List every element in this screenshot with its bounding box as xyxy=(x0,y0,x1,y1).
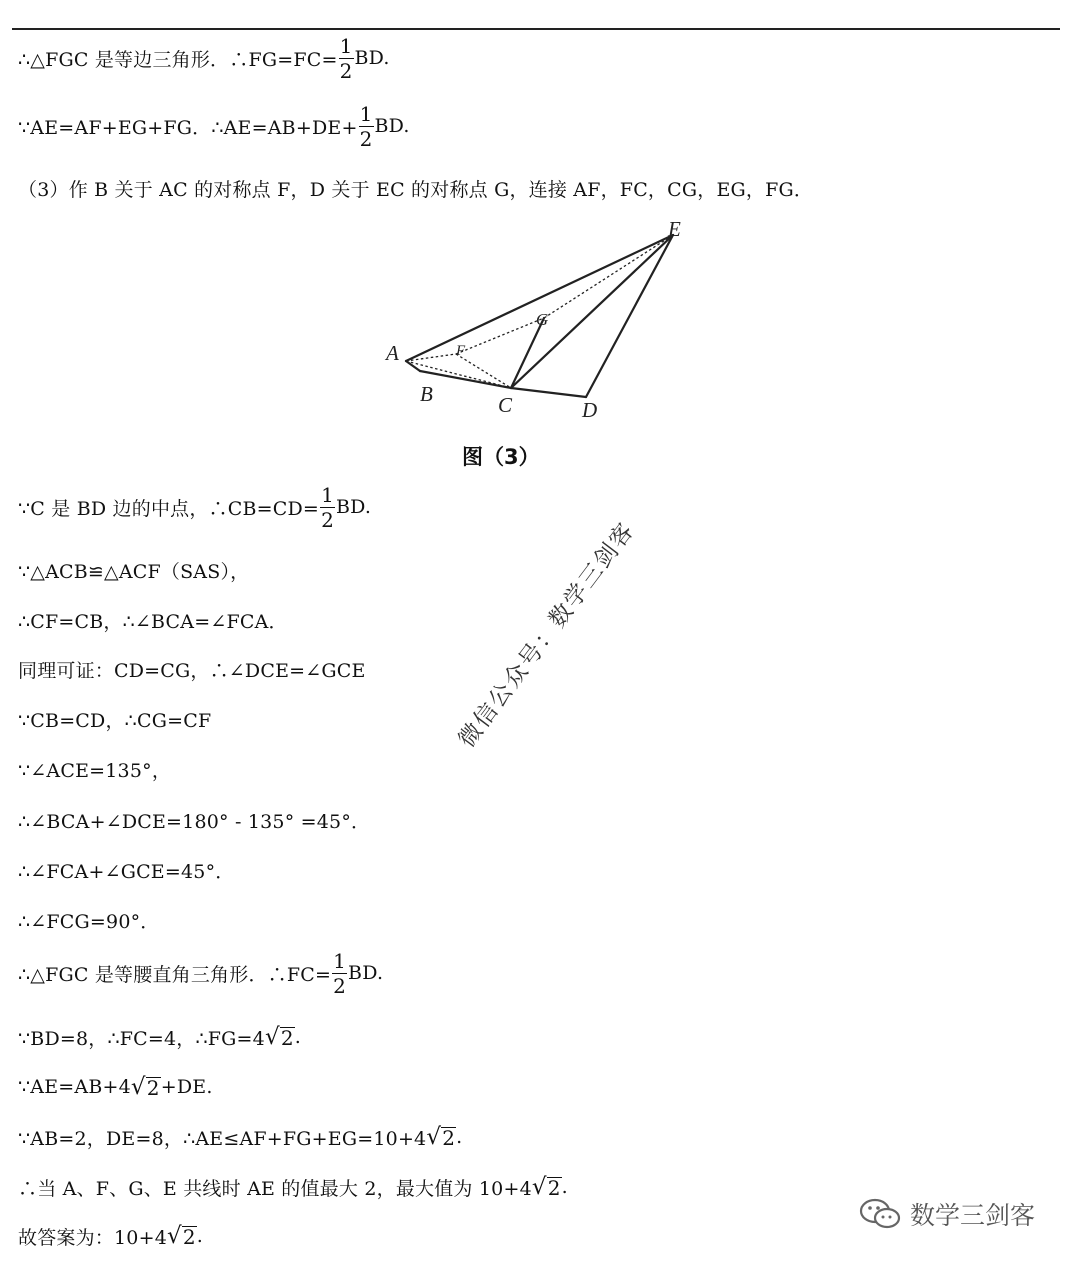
text-segment: . xyxy=(294,1026,302,1048)
text-line xyxy=(18,550,249,590)
fraction xyxy=(339,33,354,83)
fraction-denominator: 2 xyxy=(359,126,373,151)
text-segment: ∵∠ACE=135°， xyxy=(18,759,172,782)
radical-sign: √ xyxy=(264,1023,280,1050)
text-segment: ∵AE=AF+EG+FG．∴AE=AB+DE+ xyxy=(18,116,358,139)
fraction-denominator: 2 xyxy=(321,507,334,532)
figure-caption: 图（3） xyxy=(462,445,540,469)
text-segment: . xyxy=(456,1126,463,1148)
label-E: E xyxy=(668,217,681,241)
brand-badge xyxy=(858,1196,1035,1232)
label-G: G xyxy=(536,310,549,329)
text-segment: ∵AE=AB+4 xyxy=(18,1076,131,1098)
radical-sign: √ xyxy=(167,1222,182,1249)
segment-CD xyxy=(511,388,586,397)
text-segment: ∵△ACB≌△ACF（SAS）， xyxy=(18,560,250,583)
radicand: 2 xyxy=(280,1025,294,1050)
text-segment: ∴∠FCG=90°． xyxy=(18,910,160,933)
wechat-icon xyxy=(858,1196,902,1232)
dotted-FG xyxy=(456,318,544,354)
fraction xyxy=(320,482,335,532)
text-line xyxy=(18,749,171,789)
text-segment: . xyxy=(196,1225,204,1247)
fraction-numerator: 1 xyxy=(339,33,353,58)
fraction-denominator: 2 xyxy=(333,973,347,998)
text-segment: 同理可证：CD=CG，∴∠DCE=∠GCE xyxy=(18,659,366,682)
label-D: D xyxy=(582,398,598,422)
text-segment: ∴∠BCA+∠DCE=180° - 135° =45°． xyxy=(18,810,371,833)
square-root xyxy=(130,1073,161,1100)
square-root xyxy=(264,1023,295,1050)
fraction-denominator: 2 xyxy=(339,58,353,83)
radical-sign: √ xyxy=(531,1173,547,1200)
text-line xyxy=(18,850,234,890)
text-segment: . xyxy=(561,1176,568,1198)
text-line xyxy=(18,1167,568,1207)
text-line xyxy=(18,649,366,689)
text-segment: BD. xyxy=(374,115,410,137)
text-segment: ∵C 是 BD 边的中点，∴CB=CD= xyxy=(18,497,320,520)
text-line xyxy=(18,1216,203,1256)
text-line xyxy=(18,600,288,640)
text-segment: BD. xyxy=(336,496,372,518)
text-segment: BD. xyxy=(348,962,384,984)
text-line xyxy=(18,1017,301,1057)
radical-sign: √ xyxy=(130,1073,146,1100)
text-line xyxy=(18,900,160,940)
text-line xyxy=(18,482,372,532)
segment-DE xyxy=(586,235,673,397)
text-segment: ∴当 A、F、G、E 共线时 AE 的值最大 2，最大值为 10+4 xyxy=(18,1177,532,1200)
square-root xyxy=(167,1222,197,1249)
fraction-numerator: 1 xyxy=(333,948,347,973)
radicand: 2 xyxy=(146,1075,160,1100)
text-line xyxy=(18,1117,462,1157)
text-segment: ∵AB=2，DE=8，∴AE≤AF+FG+EG=10+4 xyxy=(18,1127,427,1150)
text-segment: ∵BD=8，∴FC=4，∴FG=4 xyxy=(18,1027,265,1050)
fraction-numerator: 1 xyxy=(359,101,373,126)
dotted-GE xyxy=(544,235,673,318)
text-line xyxy=(18,699,211,739)
text-segment: 故答案为：10+4 xyxy=(18,1226,167,1249)
radicand: 2 xyxy=(182,1224,196,1249)
text-line xyxy=(18,33,390,83)
radicand: 2 xyxy=(442,1125,456,1150)
text-segment: ∴∠FCA+∠GCE=45°． xyxy=(18,860,235,883)
brand-name: 数学三剑客 xyxy=(910,1201,1036,1230)
geometry-figure xyxy=(378,208,708,428)
fraction xyxy=(359,101,374,151)
text-segment: ∵CB=CD，∴CG=CF xyxy=(18,709,212,732)
text-segment: +DE. xyxy=(160,1076,213,1098)
label-B: B xyxy=(420,382,433,406)
label-F: F xyxy=(456,343,466,359)
text-segment: ∴CF=CB，∴∠BCA=∠FCA． xyxy=(18,610,288,633)
label-A: A xyxy=(386,341,399,365)
radicand: 2 xyxy=(547,1175,561,1200)
top-rule xyxy=(12,28,1060,30)
watermark-text: 微信公众号：数学三剑客 xyxy=(453,517,641,753)
text-line xyxy=(18,1067,213,1107)
segment-BC xyxy=(420,371,511,388)
fraction-numerator: 1 xyxy=(321,482,334,507)
text-segment: BD. xyxy=(354,47,390,69)
text-segment: ∴△FGC 是等边三角形．∴FG=FC= xyxy=(18,48,338,71)
text-segment: （3）作 B 关于 AC 的对称点 F，D 关于 EC 的对称点 G，连接 AF，FC，CG，EG，FG． xyxy=(18,178,814,201)
text-segment: ∴△FGC 是等腰直角三角形．∴FC= xyxy=(18,963,332,986)
square-root xyxy=(426,1123,456,1150)
radical-sign: √ xyxy=(426,1123,442,1150)
square-root xyxy=(531,1173,562,1200)
text-line xyxy=(18,168,813,208)
label-C: C xyxy=(498,393,513,417)
text-line xyxy=(18,101,410,151)
text-line xyxy=(18,800,370,840)
fraction xyxy=(332,948,347,998)
text-line xyxy=(18,948,384,998)
